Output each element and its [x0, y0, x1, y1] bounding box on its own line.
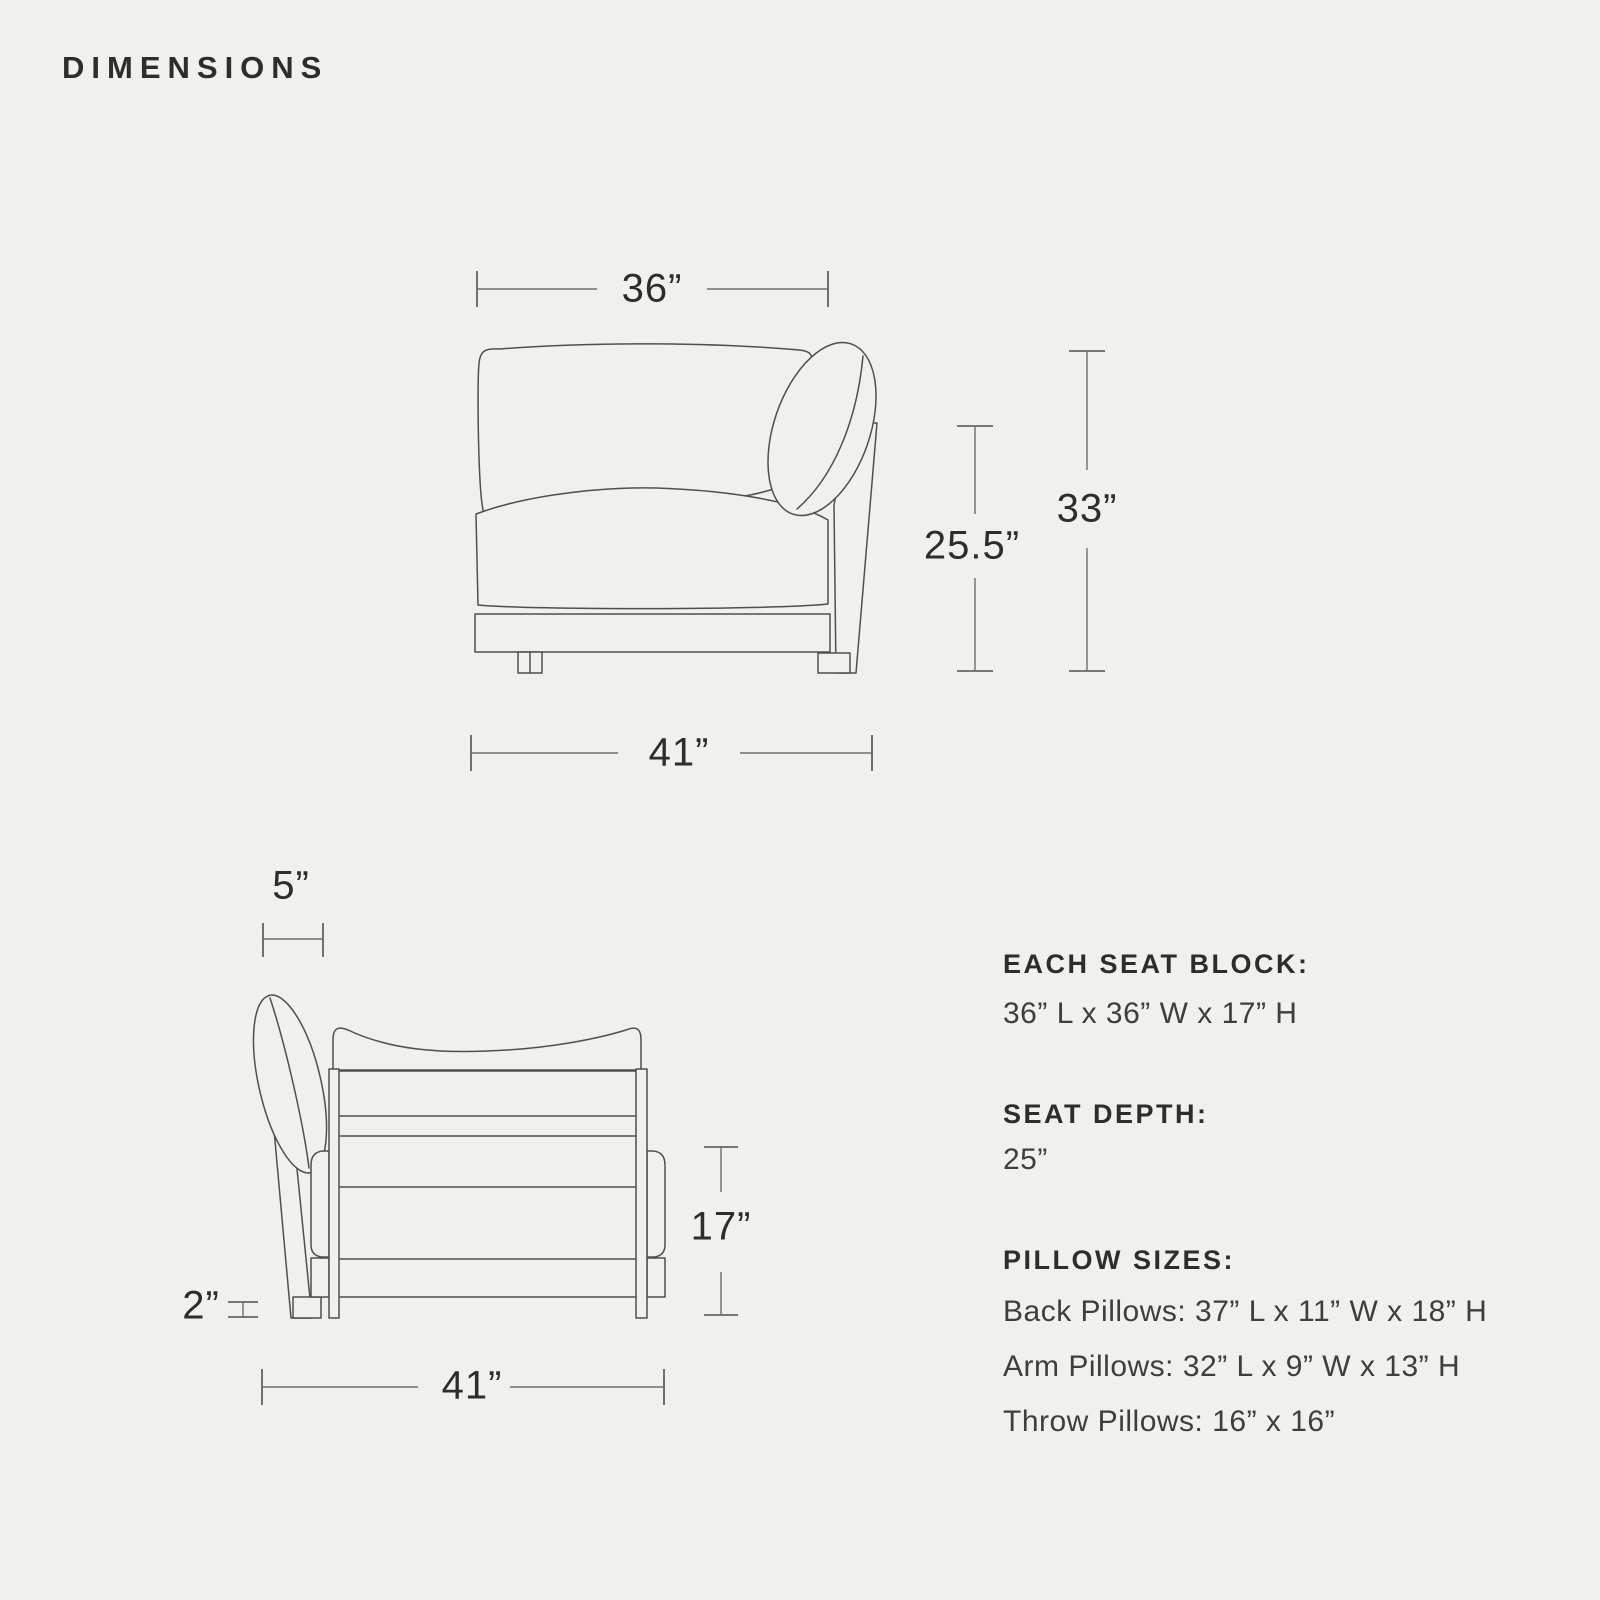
seat-block-heading: EACH SEAT BLOCK:: [1003, 949, 1310, 979]
front-overall-height-label: 33”: [1056, 486, 1118, 531]
front-view-drawing: [475, 328, 897, 673]
back-seat-block-height-label: 17”: [690, 1204, 752, 1249]
back-right-base-side: [647, 1258, 665, 1297]
back-frame-rail-middle: [334, 1136, 642, 1187]
back-left-post: [329, 1069, 339, 1318]
front-overall-width-label: 41”: [648, 730, 710, 775]
front-seat-cushion-outline: [476, 488, 828, 609]
seat-block-value: 36” L x 36” W x 17” H: [1003, 997, 1298, 1030]
back-frame-rail-top: [334, 1071, 642, 1116]
back-arm-width-label: 5”: [272, 863, 310, 908]
back-arm-width-dimension: [263, 923, 323, 957]
back-seat-cushion-outline: [333, 1028, 641, 1070]
seat-depth-heading: SEAT DEPTH:: [1003, 1099, 1209, 1129]
front-seat-height-label: 25.5”: [923, 523, 1021, 568]
pillow-sizes-heading: PILLOW SIZES:: [1003, 1245, 1235, 1275]
back-right-post: [636, 1069, 647, 1318]
back-leg-height-dimension: [228, 1302, 258, 1317]
back-left-base-side: [311, 1258, 329, 1297]
page-title: DIMENSIONS: [62, 50, 329, 85]
back-left-arm-slab: [311, 1151, 329, 1257]
front-base-outline: [475, 614, 830, 652]
back-leg-height-label: 2”: [182, 1283, 220, 1328]
front-top-width-label: 36”: [621, 266, 683, 311]
back-pillows-value: Back Pillows: 37” L x 11” W x 18” H: [1003, 1295, 1488, 1328]
back-view-drawing: [239, 988, 665, 1318]
throw-pillows-value: Throw Pillows: 16” x 16”: [1003, 1405, 1336, 1438]
arm-pillows-value: Arm Pillows: 32” L x 9” W x 13” H: [1003, 1350, 1461, 1383]
back-right-arm-slab: [647, 1151, 665, 1257]
seat-depth-value: 25”: [1003, 1143, 1048, 1176]
front-arm-leg: [818, 653, 850, 673]
back-frame-rail-bottom: [334, 1259, 642, 1297]
back-left-foot: [293, 1297, 321, 1318]
back-overall-width-label: 41”: [441, 1363, 503, 1408]
